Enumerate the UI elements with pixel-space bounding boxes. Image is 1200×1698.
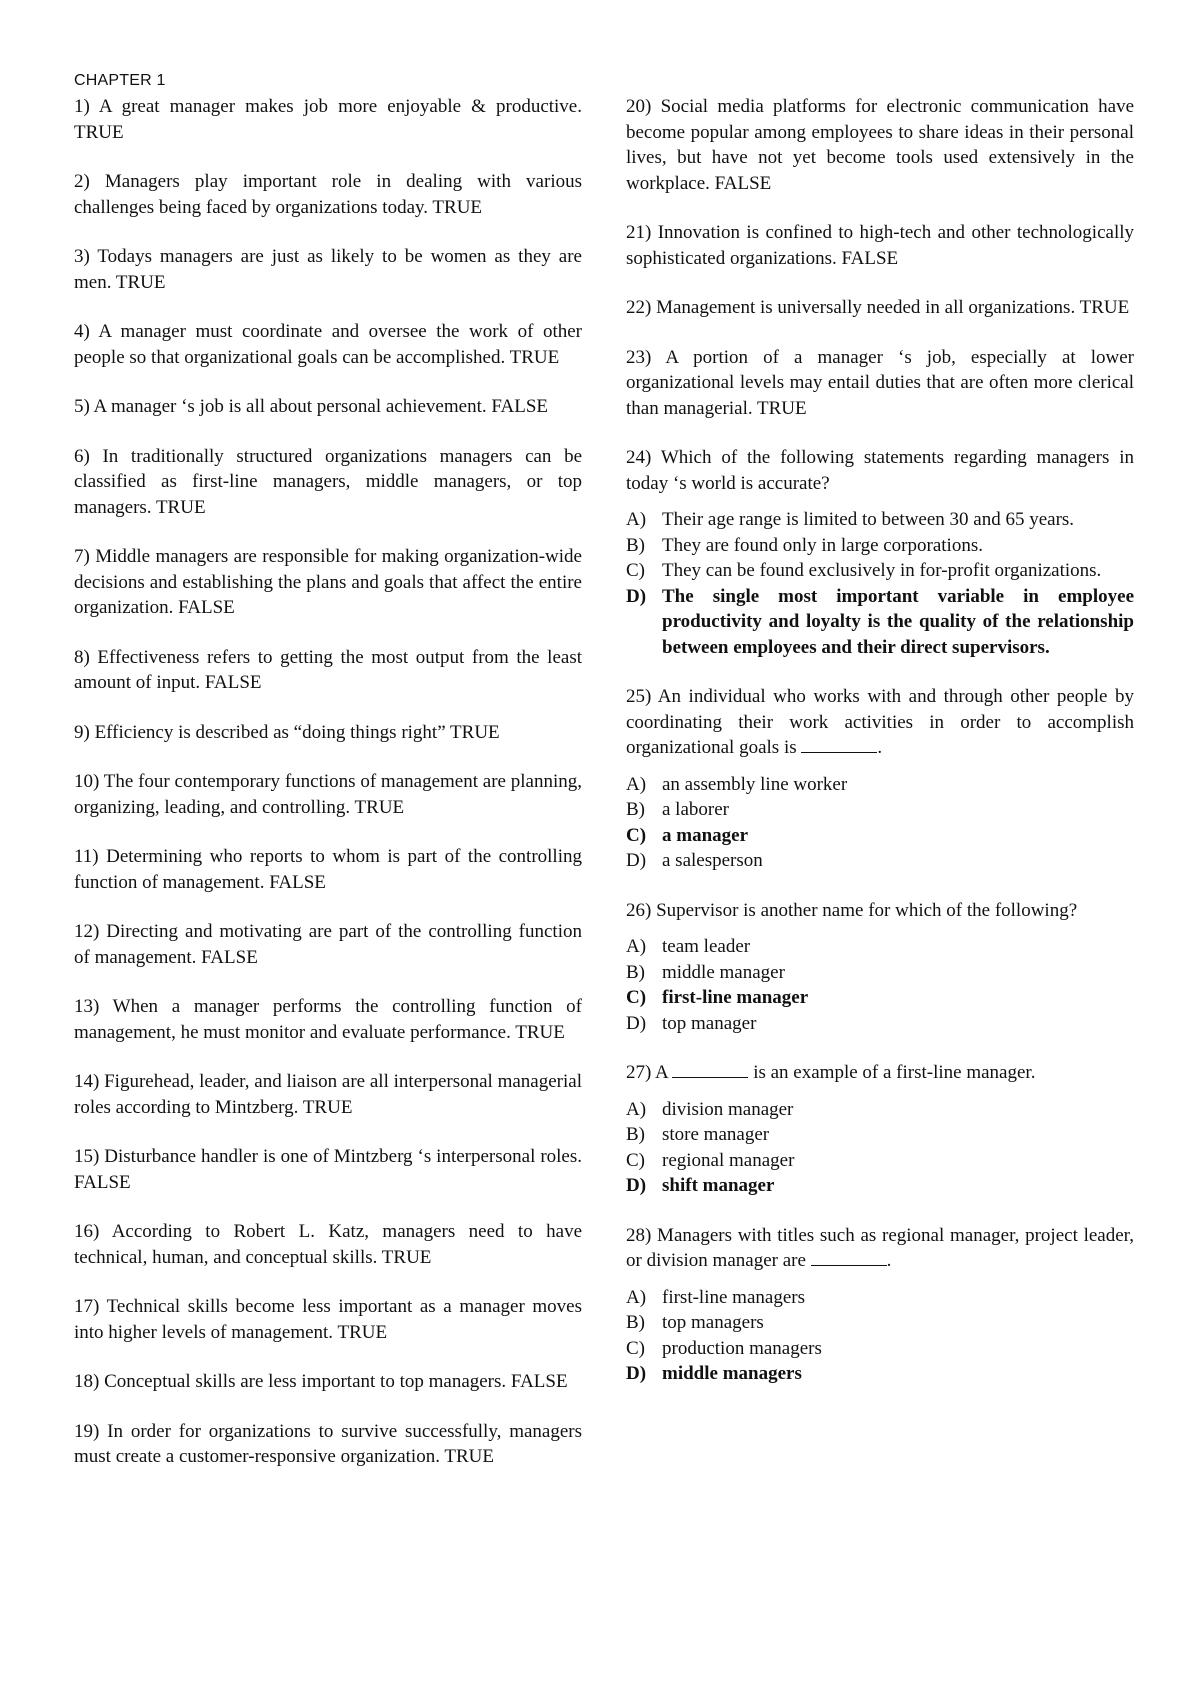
answer-options <box>626 1285 1134 1387</box>
option-text: team leader <box>662 936 751 957</box>
mc-question-prompt <box>626 1060 1134 1086</box>
option-text: regional manager <box>662 1149 795 1171</box>
tf-question: 6) In traditionally structured organizations managers can be classified as first-line managers, middle managers, or top managers. TRUE <box>74 445 582 518</box>
mc-question-prompt <box>626 684 1134 761</box>
prompt-text: 25) An individual who works with and through other people by coordinating their work activities in order to accomplish organizational goals is <box>626 686 1134 758</box>
option-letter: D) <box>626 585 647 607</box>
answer-options <box>626 507 1134 660</box>
answer-options <box>626 934 1134 1036</box>
tf-question: 16) According to Robert L. Katz, managers need to have technical, human, and conceptual skills. TRUE <box>74 1221 582 1268</box>
answer-option <box>626 960 1134 986</box>
tf-question: 10) The four contemporary functions of management are planning, organizing, leading, and controlling. TRUE <box>74 771 582 818</box>
answer-option <box>626 848 1134 874</box>
prompt-text: 28) Managers with titles such as regional manager, project leader, or division manager are <box>626 1224 1134 1271</box>
option-letter: B) <box>626 534 645 556</box>
option-letter: A) <box>626 1286 647 1308</box>
answer-options <box>626 772 1134 874</box>
option-text: first-line manager <box>662 987 809 1008</box>
option-text: shift manager <box>662 1175 775 1196</box>
tf-question: 15) Disturbance handler is one of Mintzberg ‘s interpersonal roles. FALSE <box>74 1146 582 1193</box>
answer-option <box>626 1336 1134 1362</box>
option-letter: B) <box>626 961 645 983</box>
option-letter: B) <box>626 1312 645 1333</box>
prompt-text: 24) Which of the following statements regarding managers in today ‘s world is accurate? <box>626 447 1134 494</box>
option-letter: A) <box>626 773 647 795</box>
mc-question-prompt <box>626 1223 1134 1274</box>
correct-answer-option <box>626 1173 1134 1199</box>
tf-question: 21) Innovation is confined to high-tech and other technologically sophisticated organizations. FALSE <box>626 222 1134 269</box>
prompt-text-after-blank: is an example of a first-line manager. <box>748 1062 1036 1083</box>
option-letter: C) <box>626 560 645 581</box>
tf-question: 22) Management is universally needed in all organizations. TRUE <box>626 297 1130 318</box>
answer-option <box>626 558 1134 584</box>
option-letter: D) <box>626 850 647 871</box>
tf-question: 3) Todays managers are just as likely to be women as they are men. TRUE <box>74 246 582 293</box>
tf-question: 19) In order for organizations to survive successfully, managers must create a customer-responsive organization. TRUE <box>74 1420 582 1467</box>
answer-option <box>626 533 1134 559</box>
option-text: a manager <box>662 824 749 846</box>
option-letter: B) <box>626 799 645 820</box>
answer-option <box>626 797 1134 823</box>
tf-question: 13) When a manager performs the controlling function of management, he must monitor and evaluate performance. TRUE <box>74 996 582 1043</box>
answer-blank <box>811 1250 887 1266</box>
prompt-text-after-blank: . <box>877 737 883 758</box>
tf-question: 11) Determining who reports to whom is part of the controlling function of management. FALSE <box>74 846 582 893</box>
option-letter: C) <box>626 1149 645 1171</box>
option-letter: D) <box>626 1012 647 1034</box>
tf-question: 1) A great manager makes job more enjoyable & productive. TRUE <box>74 96 582 143</box>
prompt-text: 26) Supervisor is another name for which of the following? <box>626 899 1078 921</box>
tf-question: 7) Middle managers are responsible for making organization-wide decisions and establishing the plans and goals that affect the entire organization. FALSE <box>74 546 582 618</box>
option-letter: C) <box>626 824 647 846</box>
answer-options <box>626 1097 1134 1199</box>
answer-option <box>626 1011 1134 1037</box>
tf-question: 17) Technical skills become less important as a manager moves into higher levels of management. TRUE <box>74 1296 582 1343</box>
right-column <box>626 94 1134 1411</box>
left-column <box>74 94 582 1494</box>
option-text: an assembly line worker <box>662 773 848 795</box>
option-text: top manager <box>662 1012 757 1034</box>
option-letter: C) <box>626 1337 645 1359</box>
prompt-text-after-blank: . <box>886 1250 892 1271</box>
tf-question: 12) Directing and motivating are part of the controlling function of management. FALSE <box>74 921 582 968</box>
mc-question-prompt <box>626 445 1134 496</box>
option-letter: D) <box>626 1363 647 1384</box>
mc-question-prompt <box>626 898 1134 924</box>
answer-blank <box>672 1062 748 1078</box>
option-text: production managers <box>662 1337 822 1359</box>
tf-question: 9) Efficiency is described as “doing things right” TRUE <box>74 721 500 743</box>
option-text: a salesperson <box>662 850 763 871</box>
option-text: Their age range is limited to between 30 and 65 years. <box>662 509 1075 530</box>
answer-option <box>626 772 1134 798</box>
answer-option <box>626 1148 1134 1174</box>
option-letter: B) <box>626 1124 645 1145</box>
option-letter: A) <box>626 1098 647 1120</box>
answer-option <box>626 1310 1134 1336</box>
tf-question: 23) A portion of a manager ‘s job, especially at lower organizational levels may entail duties that are often more clerical than managerial. TRUE <box>626 346 1134 419</box>
tf-question: 2) Managers play important role in dealing with various challenges being faced by organizations today. TRUE <box>74 171 582 218</box>
option-text: top managers <box>662 1312 764 1333</box>
correct-answer-option <box>626 985 1134 1011</box>
option-text: middle manager <box>662 961 785 983</box>
tf-question: 5) A manager ‘s job is all about personal achievement. FALSE <box>74 396 549 417</box>
option-text: store manager <box>662 1124 770 1145</box>
answer-option <box>626 1097 1134 1123</box>
answer-option <box>626 1122 1134 1148</box>
correct-answer-option <box>626 823 1134 849</box>
answer-option <box>626 1285 1134 1311</box>
tf-question: 4) A manager must coordinate and oversee the work of other people so that organizational goals can be accomplished. TRUE <box>74 321 582 368</box>
chapter-title: CHAPTER 1 <box>74 72 166 89</box>
correct-answer-option <box>626 1361 1134 1387</box>
tf-question: 20) Social media platforms for electronic communication have become popular among employees to share ideas in their personal lives, but have not yet become tools used extensively in the workplace. FALSE <box>626 96 1134 194</box>
option-text: They can be found exclusively in for-profit organizations. <box>662 560 1102 581</box>
tf-question: 18) Conceptual skills are less important to top managers. FALSE <box>74 1371 568 1392</box>
option-text: They are found only in large corporations. <box>662 534 983 556</box>
correct-answer-option <box>626 584 1134 661</box>
option-text: first-line managers <box>662 1286 805 1308</box>
option-letter: A) <box>626 936 647 957</box>
tf-question: 14) Figurehead, leader, and liaison are all interpersonal managerial roles according to Mintzberg. TRUE <box>74 1071 582 1118</box>
tf-question: 8) Effectiveness refers to getting the most output from the least amount of input. FALSE <box>74 646 582 693</box>
answer-blank <box>801 737 877 753</box>
answer-option <box>626 507 1134 533</box>
prompt-text: 27) A <box>626 1062 668 1083</box>
option-text: middle managers <box>662 1363 802 1384</box>
option-letter: D) <box>626 1175 647 1196</box>
option-text: The single most important variable in employee productivity and loyalty is the quality of the relationship between employees and their direct supervisors. <box>662 585 1134 658</box>
option-letter: C) <box>626 987 647 1008</box>
option-text: division manager <box>662 1098 794 1120</box>
answer-option <box>626 934 1134 960</box>
option-letter: A) <box>626 509 647 530</box>
option-text: a laborer <box>662 799 729 820</box>
